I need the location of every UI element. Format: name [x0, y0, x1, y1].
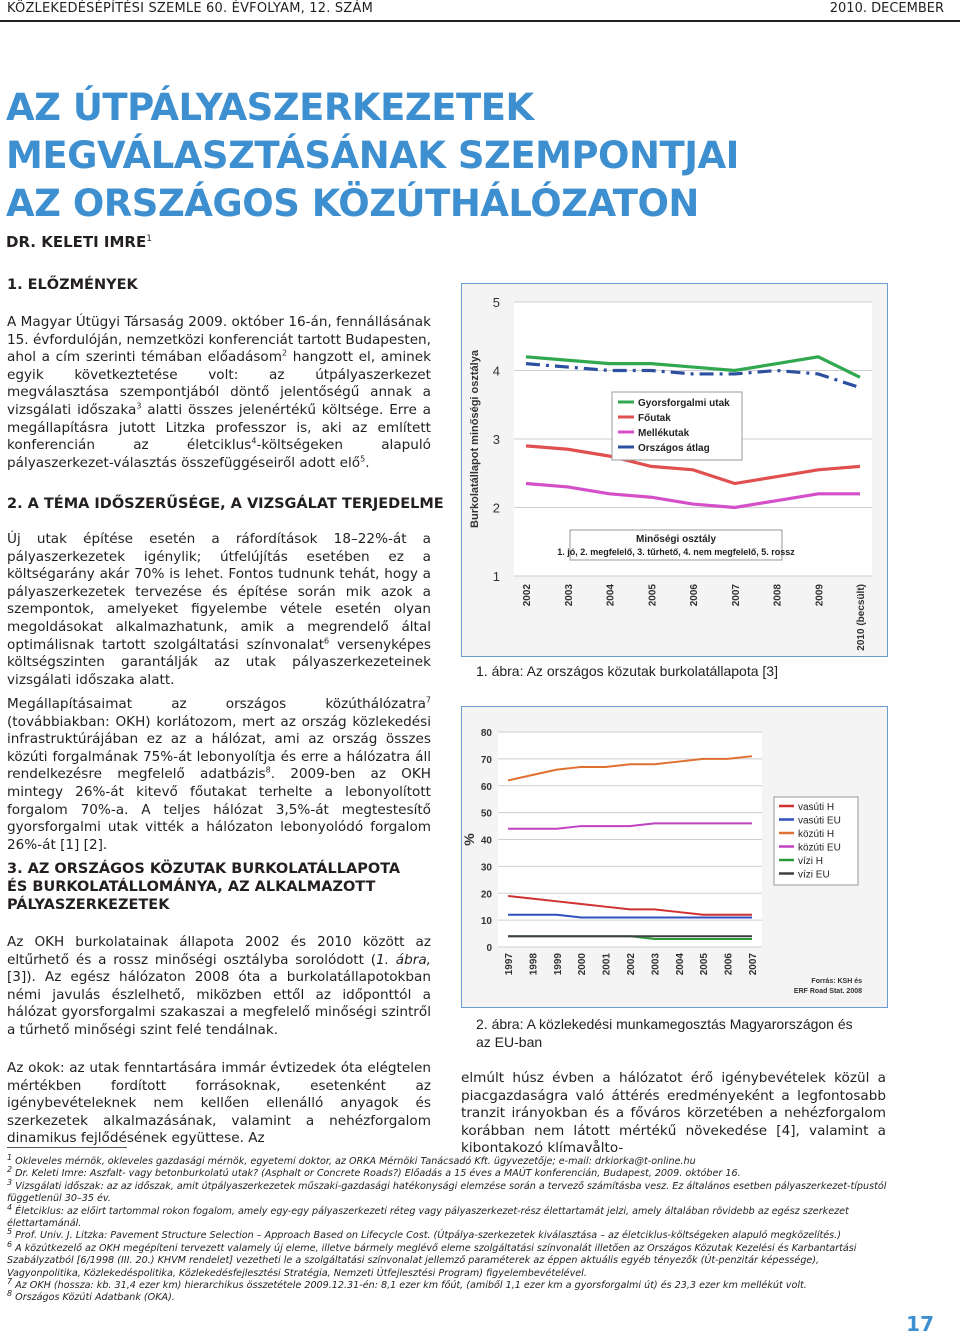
x-tick-label: 2001 [601, 953, 613, 976]
legend-label: Főutak [638, 413, 671, 424]
footnote-ref-3: 3 [136, 401, 142, 411]
footnote-text: A közútkezelő az OKH megépíteni tervezett valamely új eleme, illetve bármely meglévő eleme szolgáltatási színvonalát illetően az Országos Közutak Kezelési és Karbantartási Szabályzatból [6/1998 (III. 20.) KHVM rendelet] vezetheti le a szolgáltatási színvonalat jellemző paraméterek az éppen aktuális egyéb tényezők (Út-penzitár képessége), Vagyonpolitika, Közlekedéspolitika, Közlekedésfejlesztési Stratégia, Nemzeti Útfejlesztési Program) figyelembevételével. [7, 1242, 857, 1279]
x-tick-label: 2009 [814, 584, 826, 607]
p4-text-a: Az OKH burkolatainak állapota 2002 és 2010 között az eltűrhető és a rossz minőségi osztályba sorolódott ( [7, 934, 431, 968]
p1-text-d: -költségeken alapuló pályaszerkezet-választás összefüggéseiről adott elő [7, 437, 431, 471]
p3-text-b: (továbbiakban: OKH) korlátozom, mert az ország közlekedési infrastruktúrájában ez az a hálózat, ami az ország összes közúti forgalmának 75%-át lebonyolítja és erre a hálózatra áll rendelkezésre megfelelő adatbázis [7, 713, 431, 783]
paragraph-2 [7, 531, 431, 689]
title-line-2: MEGVÁLASZTÁSÁNAK SZEMPONTJAI [6, 134, 739, 177]
x-tick-label: 2003 [650, 953, 662, 976]
footnote-number: 1 [7, 1152, 13, 1162]
section-1-heading: 1. ELŐZMÉNYEK [7, 277, 138, 293]
y-tick-label: 20 [480, 889, 492, 901]
footnote [7, 1239, 887, 1280]
y-tick-label: 3 [492, 432, 500, 447]
footnote-text: Okleveles mérnök, okleveles gazdasági mérnök, egyetemi doktor, az ORKA Mérnöki Tanácsadó Kft. ügyvezetője; e-mail: drkiorka@t-online.hu [12, 1156, 696, 1167]
legend-label: Országos átlag [638, 443, 710, 454]
x-tick-label: 1997 [504, 953, 515, 976]
footnote-text: Vizsgálati időszak: az az időszak, amit útpályaszerkezetek műszaki-gazdasági hatékonysági elemzése során a tervező számításba vesz. Ez általános esetben pályaszerkezet-típustól függetlenül 30–35 év. [7, 1180, 887, 1205]
footnote-text: Az OKH (hossza: kb. 31,4 ezer km) hierarchikus összetétele 2009.12.31-én: 8,1 ezer km főút, (amiből 1,1 ezer km a gyorsforgalmi út) és 23,3 ezer km mellékút volt. [12, 1280, 807, 1292]
footnote [7, 1152, 887, 1168]
y-tick-label: 50 [480, 808, 492, 820]
p5-text: Az okok: az utak fenntartására immár évtizedek óta elégtelen mértékben fordított forrásoknak, esetenként az igénybevételeknek nem kellően ellenálló anyagok és szerkezetek alkalmazásának, valamint a nehézforgalom dinamikus fejlődésének együttese. Az [7, 1060, 431, 1147]
header-rule [0, 20, 960, 22]
x-tick-label: 2002 [626, 953, 637, 976]
section-3-line-3: PÁLYASZERKEZETEK [7, 897, 170, 913]
quality-class-text: 1. jó, 2. megfelelő, 3. tűrhető, 4. nem megfelelő, 5. rossz [557, 547, 795, 557]
y-axis-label: Burkolatállapot minőségi osztálya [469, 350, 481, 528]
y-tick-label: 0 [486, 943, 492, 954]
title-line-3: AZ ORSZÁGOS KÖZÚTHÁLÓZATON [6, 182, 699, 225]
p4-text-b: [3]). Az egész hálózaton 2008 óta a burkolatállapotokban némi javulás észlelhető, miközben ettől az időponttól a hálózat gyorsforgalmi szakaszai a megfelelő minőségi szintről a tűrhető minőségi szint felé tendálnak. [7, 969, 431, 1038]
footnote-number: 5 [7, 1227, 13, 1237]
x-tick-label: 2005 [647, 584, 659, 607]
x-tick-label: 2006 [723, 953, 735, 976]
legend-label: vasúti EU [798, 815, 841, 827]
y-tick-label: 70 [480, 754, 492, 766]
footnote [7, 1165, 887, 1180]
quality-class-title: Minőségi osztály [635, 534, 717, 545]
footnote [7, 1177, 887, 1206]
legend-label: vasúti H [798, 802, 835, 813]
x-tick-label: 2006 [689, 584, 700, 607]
p6-text: elmúlt húsz évben a hálózatot érő igénybevételek közül a piacgazdaságra való áttérés eredményeként a legfontosabb tranzit irányokban és a főváros körzetében a nehézforgalom korábban nem látott mértékű növekedése [4], valamint a kibontakozó klímavålto- [461, 1070, 886, 1157]
legend-label: Mellékutak [638, 428, 690, 439]
figure-1-caption: 1. ábra: Az országos közutak burkolatállapota [3] [476, 663, 778, 679]
x-tick-label: 1998 [528, 953, 540, 976]
figure-ref: 1. ábra, [376, 951, 432, 968]
p1-text-a: A Magyar Útügyi Társaság 2009. október 16-án, fennállásának 15. évfordulóján, nemzetközi konferenciát tartott Budapesten, ahol a cím szerinti témában előadásom [7, 314, 431, 366]
footnote-number: 2 [7, 1165, 13, 1175]
paragraph-4 [7, 934, 431, 1040]
footnote-ref-7: 7 [425, 695, 431, 705]
p1-text-e: . [365, 454, 370, 471]
section-3-line-2: ÉS BURKOLATÁLLOMÁNYA, AZ ALKALMAZOTT [7, 879, 376, 895]
modal-split-chart [462, 707, 887, 1007]
x-tick-label: 2004 [605, 584, 617, 607]
section-3-heading [7, 860, 400, 914]
author-name: DR. KELETI IMRE [6, 233, 147, 251]
x-tick-label: 1999 [552, 953, 564, 976]
x-tick-label: 2003 [563, 584, 575, 607]
x-tick-label: 2007 [730, 584, 742, 607]
footnote [7, 1227, 887, 1242]
title-line-1: AZ ÚTPÁLYASZERKEZETEK [6, 86, 534, 129]
condition-chart [462, 284, 887, 656]
article-title [6, 84, 739, 228]
issue-date: 2010. DECEMBER [829, 1, 944, 16]
legend-label: Gyorsforgalmi utak [638, 398, 730, 409]
x-tick-label: 2000 [577, 953, 589, 976]
x-tick-label: 2007 [748, 953, 759, 976]
p2-text-b: versenyképes költségszinten garantálják az utak pályaszerkezeteinek vizsgálati időszaka alatt. [7, 636, 431, 688]
y-axis-label: % [462, 833, 477, 846]
footnote-number: 6 [7, 1239, 13, 1249]
figure-2-caption: 2. ábra: A közlekedési munkamegosztás Magyarországon és az EU-ban [476, 1016, 853, 1050]
footnote-ref-2: 2 [282, 348, 288, 358]
footnote-ref-4: 4 [251, 436, 257, 446]
legend-label: közúti H [798, 829, 835, 840]
p1-text-b: hangzott el, aminek egyik következtetése volt: az útpályaszerkezet megválasztása szempontjából döntő jelentőségű annak a vizsgálati időszaka [7, 349, 431, 418]
figure-2 [461, 706, 888, 1008]
section-2-heading: 2. A TÉMA IDŐSZERŰSÉGE, A VIZSGÁLAT TERJEDELME [7, 496, 444, 512]
footnote [7, 1276, 887, 1292]
footnote-ref-5: 5 [360, 454, 366, 464]
y-tick-label: 5 [492, 295, 500, 310]
y-tick-label: 30 [480, 862, 492, 874]
y-tick-label: 40 [480, 835, 492, 847]
p3-text-a: Megállapításaimat az országos közúthálózatra [7, 696, 426, 712]
footnote-ref-6: 6 [324, 636, 330, 646]
y-tick-label: 60 [480, 781, 492, 793]
paragraph-3 [7, 696, 431, 854]
legend-label: közúti EU [798, 842, 841, 854]
x-tick-label: 2002 [522, 584, 533, 607]
y-tick-label: 4 [492, 363, 500, 379]
footnotes [7, 1152, 887, 1305]
source-note: Forrás: KSH és [811, 978, 862, 985]
x-tick-label: 2010 (becsült) [856, 584, 867, 651]
footnote-number: 7 [7, 1276, 13, 1286]
legend-label: vízi EU [798, 869, 830, 881]
footnote-rule [7, 1147, 127, 1148]
footnote-text: Országos Közúti Adatbank (OKA). [12, 1292, 175, 1304]
x-tick-label: 2005 [699, 953, 711, 976]
paragraph-6 [461, 1070, 886, 1158]
footnote [7, 1289, 887, 1304]
x-tick-label: 2004 [674, 953, 686, 976]
author [6, 233, 152, 251]
footnote-number: 4 [7, 1202, 13, 1212]
footnote-text: Dr. Keleti Imre: Aszfalt- vagy betonburkolatú utak? (Asphalt or Concrete Roads?) Előadás a 15 éves a MAÚT konferencián, Budapest, 2009. október 16. [12, 1168, 741, 1180]
p3-text-c: . 2009-ben az OKH mintegy 26%-át kitevő főutakat terhelte a lebonyolított forgalom 70%-a. A teljes hálózat 3,5%-át megtestesítő gyorsforgalmi utak vitték a hálózaton lebonyolódó forgalom 26%-át [1] [2]. [7, 766, 431, 853]
y-tick-label: 10 [480, 916, 492, 928]
author-footnote-ref: 1 [146, 234, 152, 244]
p2-text-a: Új utak építése esetén a ráfordítások 18–22%-át a pályaszerkezetek igénylik; útfelújítás esetében ez a költségarány akár 70% is lehet. Fontos tudnunk tehát, hogy a pályaszerkezetek tervezése és építése során mik azok a szempontok, amelyeket figyelembe vétele esetén olyan megoldásokat alkalmazhatunk, amik a megrendelő által optimálisnak tartott szolgáltatási színvonalat [7, 531, 431, 653]
footnote-ref-8: 8 [265, 765, 271, 775]
legend-label: vízi H [798, 856, 823, 867]
y-tick-label: 80 [480, 728, 492, 739]
footnote-text: Életciklus: az előirt tartommal rokon fogalom, amely egy-egy pályaszerkezeti réteg vagy pályaszerkezet-rész élettartamát jelzi, amely általában rövidebb az egész szerkezet élettartamánál. [7, 1205, 849, 1230]
footnote [7, 1202, 887, 1231]
p1-text-c: alatti összes jelenértékű költsége. Erre a megállapításra jutott Litzka professzor is, aki az említett konferencián az életciklus [7, 401, 431, 454]
footnote-text: Prof. Univ. J. Litzka: Pavement Structure Selection – Approach Based on Lifecycle Cost. (Útpálya-szerkezetek kiválasztása – az életciklus-költségeken alapuló megközelítés.) [12, 1230, 841, 1242]
figure-1 [461, 283, 888, 657]
footnote-number: 3 [7, 1177, 13, 1187]
section-3-line-1: 3. AZ ORSZÁGOS KÖZUTAK BURKOLATÁLLAPOTA [7, 861, 401, 877]
paragraph-1 [7, 314, 431, 472]
footnote-number: 8 [7, 1289, 13, 1299]
journal-header: KÖZLEKEDÉSÉPÍTÉSI SZEMLE 60. ÉVFOLYAM, 12. SZÁM [7, 1, 373, 16]
page-number: 17 [906, 1312, 934, 1336]
y-tick-label: 2 [492, 500, 500, 516]
paragraph-5 [7, 1060, 431, 1148]
x-tick-label: 2008 [772, 584, 784, 607]
source-note: ERF Road Stat. 2008 [793, 988, 862, 995]
y-tick-label: 1 [492, 569, 500, 584]
